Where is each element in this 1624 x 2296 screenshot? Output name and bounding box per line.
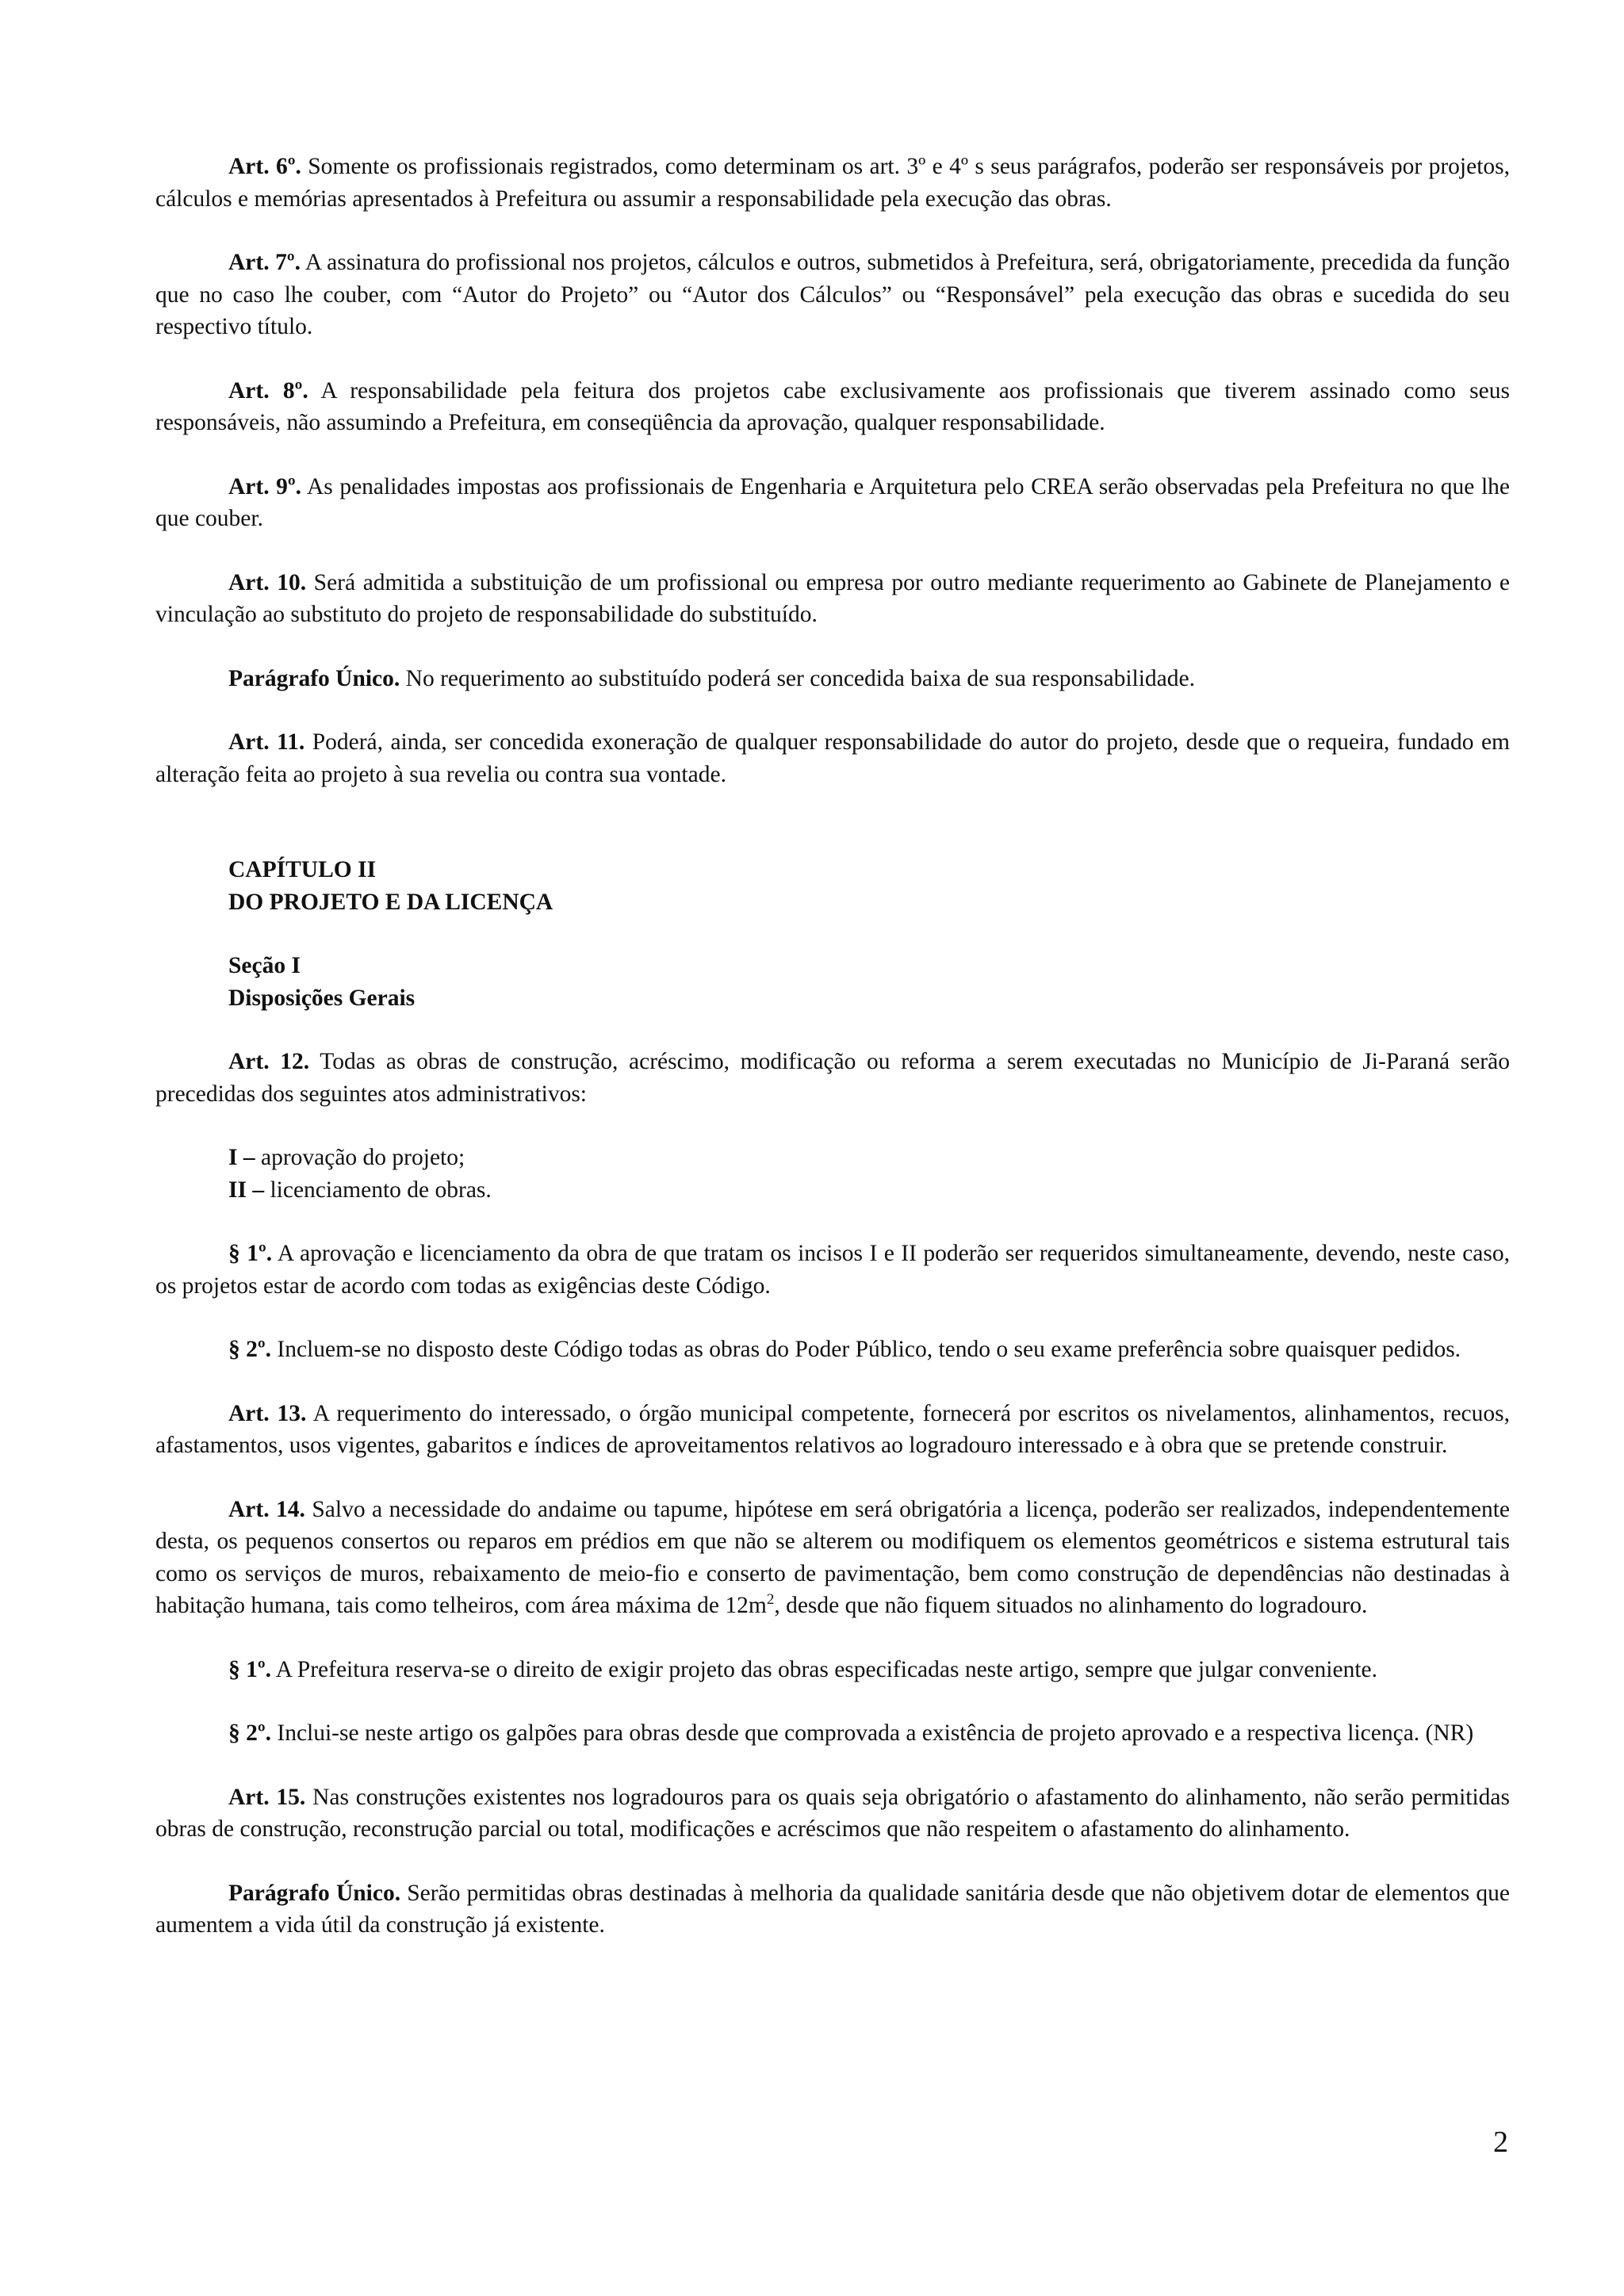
paragraph-text: Inclui-se neste artigo os galpões para obras desde que comprovada a existência de projeto aprovado e a respectiva licença. (NR) [271,1720,1474,1746]
article-8 [155,375,1510,439]
article-text: Será admitida a substituição de um profissional ou empresa por outro mediante requerimento ao Gabinete de Planejamento e vinculação ao substituto do projeto de responsabilidade do substituído. [155,569,1510,627]
paragraph-text: A aprovação e licenciamento da obra de que tratam os incisos I e II poderão ser requeridos simultaneamente, devendo, neste caso, os projetos estar de acordo com todas as exigências deste Código. [155,1241,1510,1299]
article-text: As penalidades impostas aos profissionais de Engenharia e Arquitetura pelo CREA serão observadas pela Prefeitura no que lhe que couber. [155,473,1510,531]
section-title: Disposições Gerais [228,985,416,1011]
article-text: Todas as obras de construção, acréscimo, modificação ou reforma a serem executadas no Município de Ji-Paraná serão precedidas dos seguintes atos administrativos: [155,1049,1510,1107]
article-14-paragraph-2 [155,1717,1510,1750]
article-label: Art. 6º. [228,154,301,179]
paragraph-label: Parágrafo Único. [228,665,400,691]
article-14-paragraph-1 [155,1654,1510,1686]
article-12-paragraph-2 [155,1334,1510,1366]
article-11 [155,726,1510,790]
item-text: aprovação do projeto; [255,1145,465,1170]
item-text: licenciamento de obras. [264,1177,492,1203]
article-text: Salvo a necessidade do andaime ou tapume, hipótese em será obrigatória a licença, poderão ser realizados, independentemente desta, os pequenos consertos ou reparos em prédios em que não se alterem ou modifiquem os elementos geométricos e sistema estrutural tais como os serviços de muros, rebaixamento de meio-fio e conserto de pavimentação, bem como construção de dependências não destinadas à habitação humana, tais como telheiros, com área máxima de 12m [155,1496,1510,1618]
article-text: A assinatura do profissional nos projetos, cálculos e outros, submetidos à Prefeitura, será, obrigatoriamente, precedida da função que no caso lhe couber, com “Autor do Projeto” ou “Autor dos Cálculos” ou “Responsável” pela execução das obras e sucedida do seu respectivo título. [155,250,1510,339]
article-15-sole-paragraph [155,1877,1510,1942]
article-text: A requerimento do interessado, o órgão municipal competente, fornecerá por escritos os nivelamentos, alinhamentos, recuos, afastamentos, usos vigentes, gabaritos e índices de aproveitamentos relativos ao logradouro interessado e à obra que se pretende construir. [155,1400,1510,1458]
paragraph-label: § 1º. [228,1241,273,1266]
paragraph-label: § 2º. [228,1720,271,1746]
item-label: I – [228,1145,255,1170]
article-10 [155,567,1510,631]
chapter-title: DO PROJETO E DA LICENÇA [228,889,553,915]
paragraph-label: § 2º. [228,1337,271,1362]
list-item-2 [155,1174,1510,1207]
page-number: 2 [1493,2126,1508,2159]
article-label: Art. 15. [228,1784,306,1810]
paragraph-text: No requerimento ao substituído poderá ser concedida baixa de sua responsabilidade. [400,665,1195,691]
paragraph-text: Serão permitidas obras destinadas à melhoria da qualidade sanitária desde que não objetivem dotar de elementos que aumentem a vida útil da construção já existente. [155,1880,1510,1938]
article-text: Poderá, ainda, ser concedida exoneração de qualquer responsabilidade do autor do projeto, desde que o requeira, fundado em alteração feita ao projeto à sua revelia ou contra sua vontade. [155,729,1510,787]
article-label: Art. 8º. [228,377,308,404]
article-label: Art. 12. [228,1049,310,1074]
chapter-number: CAPÍTULO II [228,857,377,882]
superscript: 2 [766,1591,775,1609]
article-text: A responsabilidade pela feitura dos projetos cabe exclusivamente aos profissionais que tiverem assinado como seus responsáveis, não assumindo a Prefeitura, em conseqüência da aprovação, qualquer responsabilidade. [155,377,1510,435]
article-label: Art. 7º. [228,250,301,275]
paragraph-label: § 1º. [228,1656,271,1682]
article-9 [155,471,1510,535]
section-number: Seção I [228,953,301,978]
article-6 [155,151,1510,215]
article-label: Art. 14. [228,1496,305,1522]
list-item-1 [155,1142,1510,1174]
article-text: Somente os profissionais registrados, como determinam os art. 3º e 4º s seus parágrafos, poderão ser responsáveis por projetos, cálculos e memórias apresentados à Prefeitura ou assumir a responsabilidade pela execução das obras. [155,154,1510,212]
paragraph-label: Parágrafo Único. [228,1880,401,1906]
article-10-sole-paragraph [155,663,1510,695]
article-text-continued: , desde que não fiquem situados no alinhamento do logradouro. [774,1593,1368,1618]
document-page [155,151,1510,1942]
paragraph-text: A Prefeitura reserva-se o direito de exigir projeto das obras especificadas neste artigo, sempre que julgar conveniente. [271,1656,1377,1682]
article-7 [155,247,1510,343]
item-label: II – [228,1177,265,1203]
article-label: Art. 11. [228,729,305,755]
paragraph-text: Incluem-se no disposto deste Código todas as obras do Poder Público, tendo o seu exame preferência sobre quaisquer pedidos. [271,1337,1461,1362]
article-14 [155,1494,1510,1622]
article-label: Art. 9º. [228,473,302,499]
article-12 [155,1046,1510,1110]
article-label: Art. 13. [228,1400,307,1426]
article-label: Art. 10. [228,569,307,595]
article-12-paragraph-1 [155,1238,1510,1302]
article-text: Nas construções existentes nos logradouros para os quais seja obrigatório o afastamento do alinhamento, não serão permitidas obras de construção, reconstrução parcial ou total, modificações e acréscimos que não respeitem o afastamento do alinhamento. [155,1784,1510,1842]
article-13 [155,1398,1510,1462]
article-15 [155,1781,1510,1846]
